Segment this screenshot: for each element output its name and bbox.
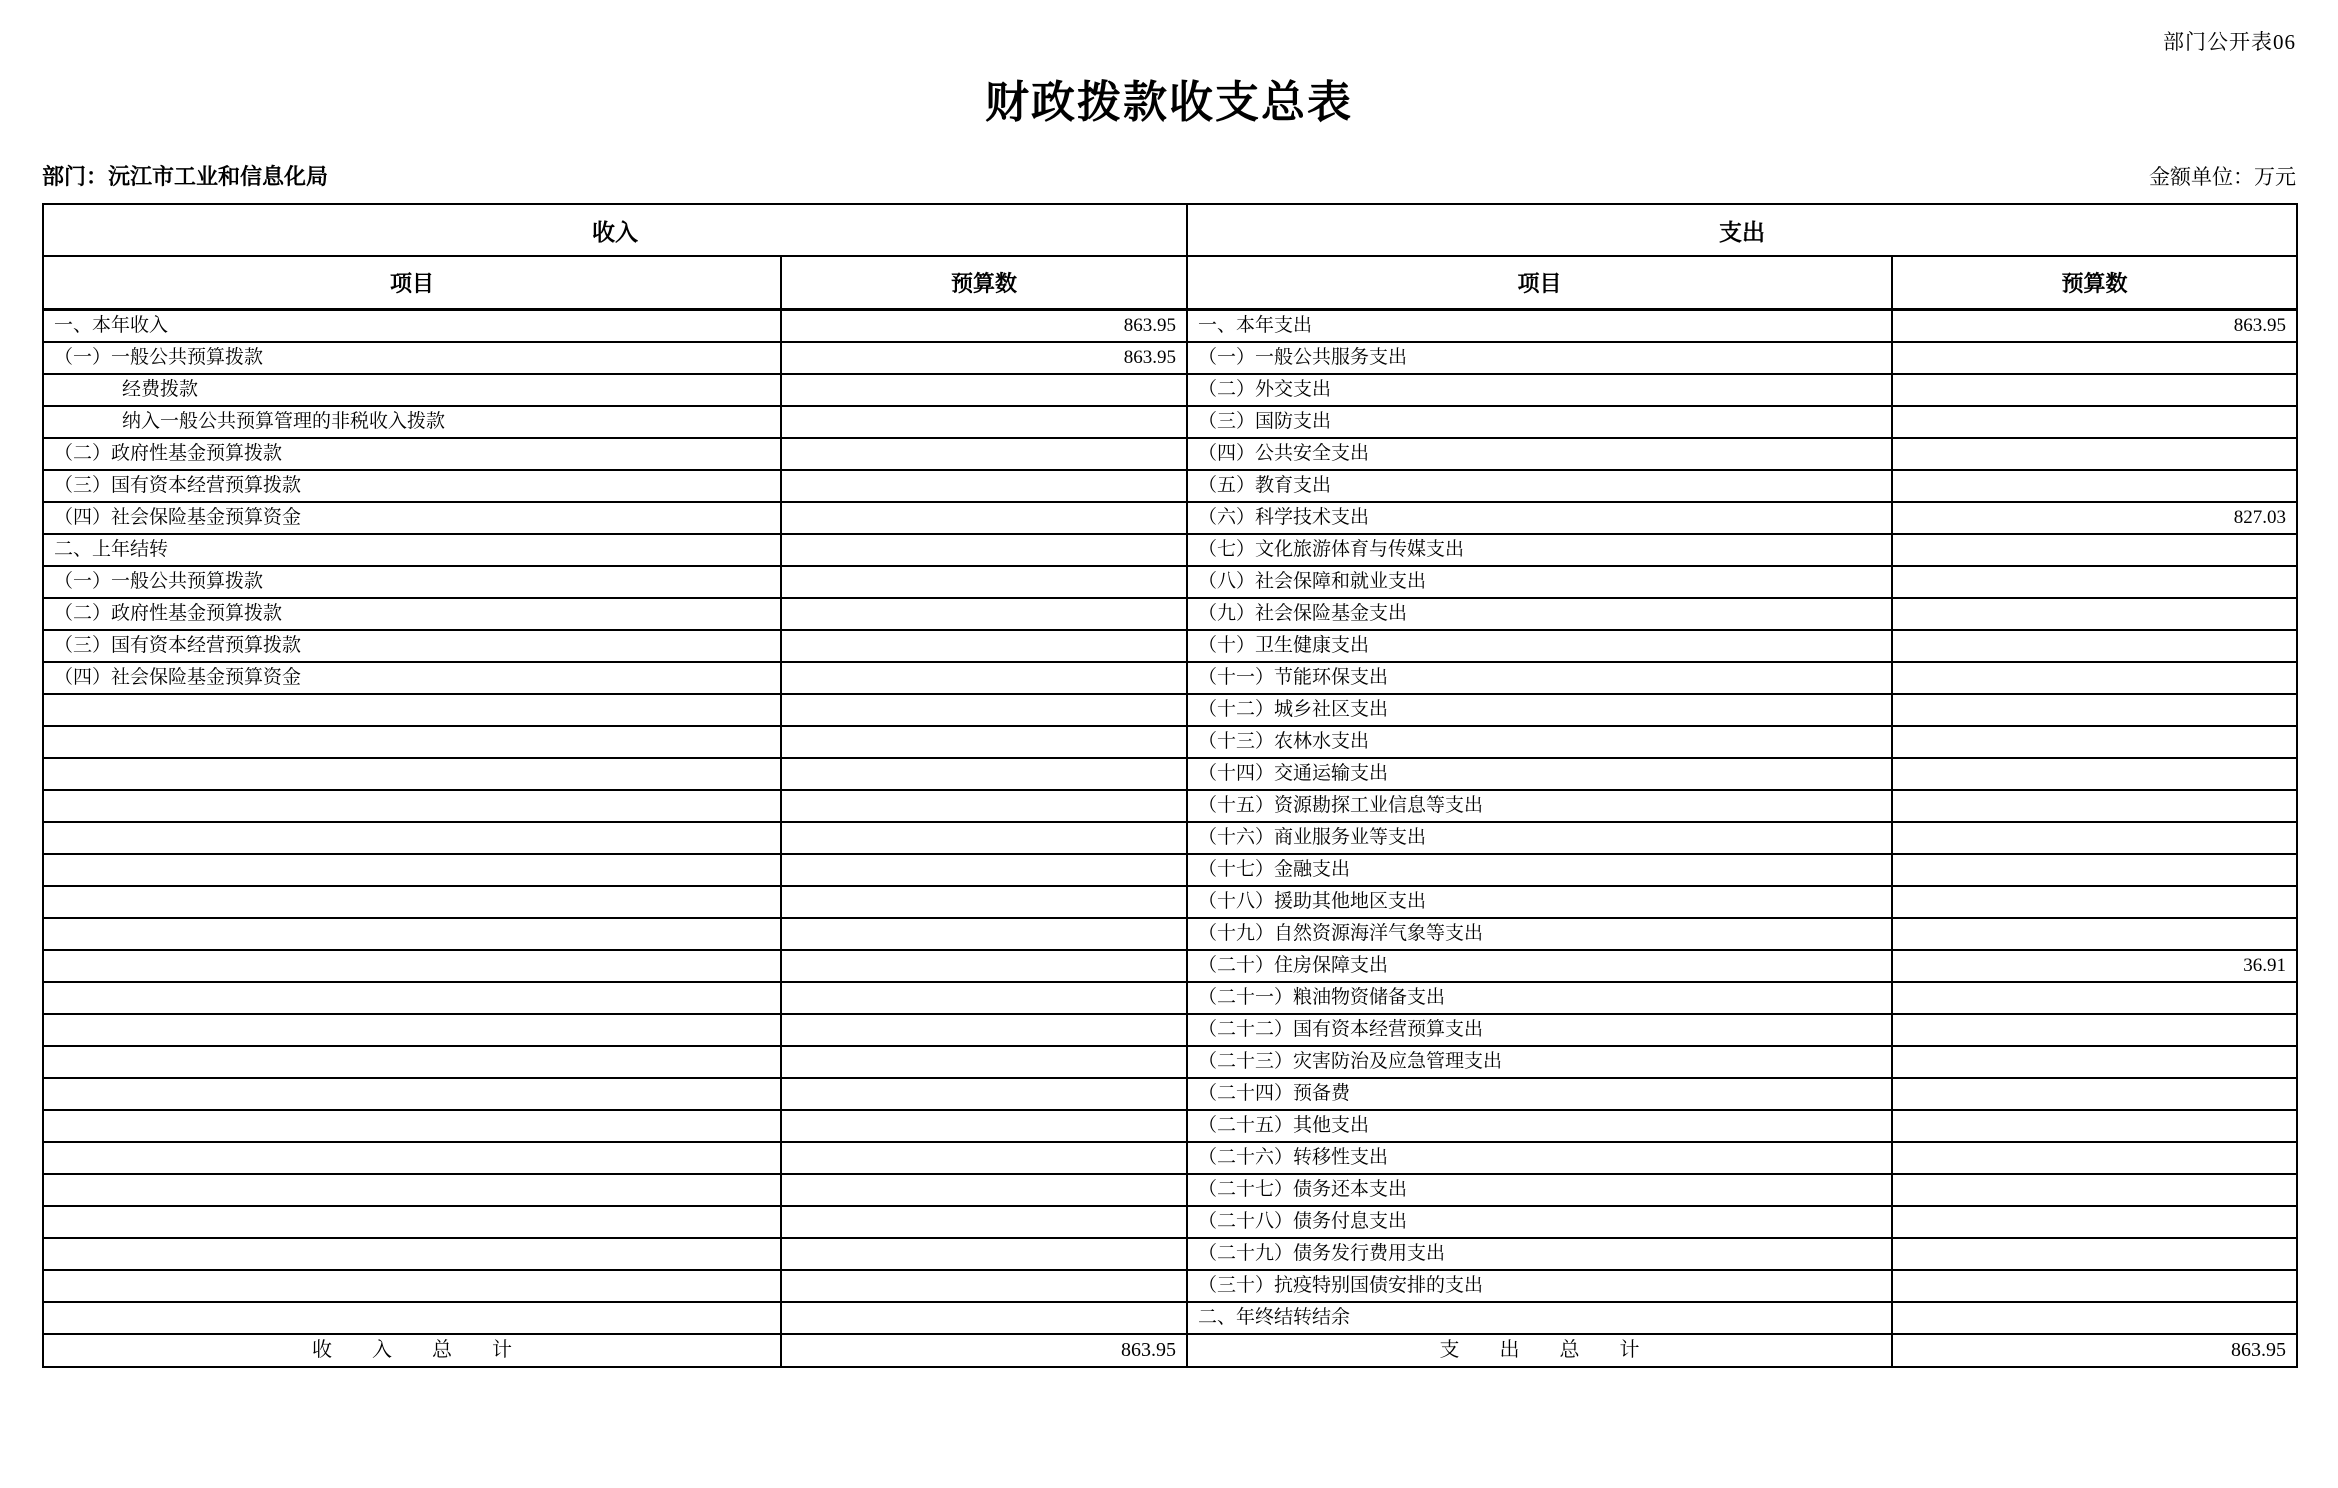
income-value-cell <box>781 1078 1187 1110</box>
expense-item-cell: （十三）农林水支出 <box>1187 726 1892 758</box>
table-footer <box>43 1334 2297 1367</box>
expense-item-cell: （十八）援助其他地区支出 <box>1187 886 1892 918</box>
budget-table <box>42 203 2298 1368</box>
income-item-cell <box>43 854 781 886</box>
expense-item-cell: （二十六）转移性支出 <box>1187 1142 1892 1174</box>
income-item-cell <box>43 886 781 918</box>
expense-value-cell: 36.91 <box>1892 950 2297 982</box>
expense-item-cell: （十七）金融支出 <box>1187 854 1892 886</box>
income-value-cell <box>781 854 1187 886</box>
income-value-cell <box>781 886 1187 918</box>
expense-value-cell <box>1892 342 2297 374</box>
table-row <box>43 1046 2297 1078</box>
table-row <box>43 982 2297 1014</box>
expense-item-cell: （十九）自然资源海洋气象等支出 <box>1187 918 1892 950</box>
expense-section-header: 支出 <box>1187 204 2297 256</box>
income-item-cell <box>43 694 781 726</box>
table-row <box>43 598 2297 630</box>
expense-value-cell: 827.03 <box>1892 502 2297 534</box>
income-value-cell <box>781 918 1187 950</box>
income-value-cell <box>781 630 1187 662</box>
expense-item-cell: （七）文化旅游体育与传媒支出 <box>1187 534 1892 566</box>
expense-total-value: 863.95 <box>1892 1334 2297 1367</box>
expense-value-cell <box>1892 886 2297 918</box>
table-row <box>43 406 2297 438</box>
income-item-cell <box>43 1238 781 1270</box>
expense-item-cell: （十）卫生健康支出 <box>1187 630 1892 662</box>
income-value-cell <box>781 1110 1187 1142</box>
expense-value-cell <box>1892 790 2297 822</box>
table-row <box>43 854 2297 886</box>
expense-value-cell <box>1892 374 2297 406</box>
table-row <box>43 822 2297 854</box>
income-item-cell <box>43 1302 781 1334</box>
income-value-cell <box>781 534 1187 566</box>
table-row <box>43 342 2297 374</box>
income-item-cell: 二、上年结转 <box>43 534 781 566</box>
income-item-cell <box>43 1142 781 1174</box>
table-header <box>43 204 2297 309</box>
table-row <box>43 1302 2297 1334</box>
expense-item-cell: （二十九）债务发行费用支出 <box>1187 1238 1892 1270</box>
income-value-cell <box>781 822 1187 854</box>
income-item-cell <box>43 1110 781 1142</box>
income-item-cell <box>43 1206 781 1238</box>
table-row <box>43 470 2297 502</box>
income-value-cell <box>781 374 1187 406</box>
income-value-cell <box>781 662 1187 694</box>
income-item-cell: （三）国有资本经营预算拨款 <box>43 470 781 502</box>
expense-item-cell: （十六）商业服务业等支出 <box>1187 822 1892 854</box>
table-row <box>43 1110 2297 1142</box>
income-value-cell <box>781 694 1187 726</box>
income-value-cell <box>781 1238 1187 1270</box>
income-value-cell <box>781 566 1187 598</box>
expense-value-cell <box>1892 1238 2297 1270</box>
income-value-cell <box>781 982 1187 1014</box>
page-title: 财政拨款收支总表 <box>985 78 1353 127</box>
income-item-cell: （一）一般公共预算拨款 <box>43 566 781 598</box>
expense-item-cell: （二十五）其他支出 <box>1187 1110 1892 1142</box>
table-row <box>43 1206 2297 1238</box>
table-row <box>43 694 2297 726</box>
income-value-cell <box>781 438 1187 470</box>
income-item-cell: （三）国有资本经营预算拨款 <box>43 630 781 662</box>
table-row <box>43 438 2297 470</box>
column-header-row <box>43 256 2297 309</box>
income-value-cell <box>781 950 1187 982</box>
income-item-cell: （四）社会保险基金预算资金 <box>43 502 781 534</box>
expense-item-cell: （三）国防支出 <box>1187 406 1892 438</box>
expense-value-cell <box>1892 566 2297 598</box>
expense-item-cell: 二、年终结转结余 <box>1187 1302 1892 1334</box>
expense-item-cell: （五）教育支出 <box>1187 470 1892 502</box>
expense-item-cell: （六）科学技术支出 <box>1187 502 1892 534</box>
expense-item-cell: （十一）节能环保支出 <box>1187 662 1892 694</box>
expense-value-cell <box>1892 438 2297 470</box>
expense-value-cell: 863.95 <box>1892 309 2297 342</box>
document-page <box>42 0 2296 1368</box>
expense-value-cell <box>1892 982 2297 1014</box>
expense-value-cell <box>1892 822 2297 854</box>
total-row <box>43 1334 2297 1367</box>
expense-item-cell: （四）公共安全支出 <box>1187 438 1892 470</box>
income-value-cell <box>781 1142 1187 1174</box>
unit-label: 金额单位：万元 <box>2149 165 2296 189</box>
expense-value-cell <box>1892 470 2297 502</box>
expense-value-cell <box>1892 406 2297 438</box>
expense-value-cell <box>1892 726 2297 758</box>
income-value-cell <box>781 1206 1187 1238</box>
income-budget-column-header: 预算数 <box>781 256 1187 309</box>
expense-item-cell: （二十七）债务还本支出 <box>1187 1174 1892 1206</box>
table-row <box>43 566 2297 598</box>
expense-value-cell <box>1892 1142 2297 1174</box>
income-value-cell <box>781 790 1187 822</box>
income-item-cell <box>43 1014 781 1046</box>
expense-item-cell: （二十四）预备费 <box>1187 1078 1892 1110</box>
table-row <box>43 726 2297 758</box>
income-item-cell <box>43 918 781 950</box>
table-row <box>43 1270 2297 1302</box>
income-value-cell <box>781 726 1187 758</box>
table-row <box>43 534 2297 566</box>
table-row <box>43 1238 2297 1270</box>
expense-value-cell <box>1892 1206 2297 1238</box>
income-item-cell: 经费拨款 <box>43 374 781 406</box>
expense-item-cell: （二十）住房保障支出 <box>1187 950 1892 982</box>
table-body <box>43 309 2297 1334</box>
table-row <box>43 918 2297 950</box>
department-label: 部门：沅江市工业和信息化局 <box>42 164 329 189</box>
expense-item-cell: （十五）资源勘探工业信息等支出 <box>1187 790 1892 822</box>
table-row <box>43 886 2297 918</box>
expense-total-label: 支 出 总 计 <box>1187 1334 1892 1367</box>
expense-value-cell <box>1892 1110 2297 1142</box>
income-item-cell: （四）社会保险基金预算资金 <box>43 662 781 694</box>
income-item-cell: （二）政府性基金预算拨款 <box>43 438 781 470</box>
section-header-row <box>43 204 2297 256</box>
expense-value-cell <box>1892 1078 2297 1110</box>
income-item-cell <box>43 1046 781 1078</box>
table-row <box>43 374 2297 406</box>
expense-value-cell <box>1892 662 2297 694</box>
expense-item-cell: （二十八）债务付息支出 <box>1187 1206 1892 1238</box>
income-item-cell <box>43 726 781 758</box>
income-item-cell <box>43 950 781 982</box>
expense-item-cell: （一）一般公共服务支出 <box>1187 342 1892 374</box>
income-value-cell <box>781 598 1187 630</box>
table-row <box>43 790 2297 822</box>
income-value-cell <box>781 406 1187 438</box>
table-row <box>43 662 2297 694</box>
income-item-cell <box>43 982 781 1014</box>
income-value-cell: 863.95 <box>781 342 1187 374</box>
expense-item-column-header: 项目 <box>1187 256 1892 309</box>
expense-item-cell: 一、本年支出 <box>1187 309 1892 342</box>
expense-value-cell <box>1892 918 2297 950</box>
income-value-cell <box>781 1046 1187 1078</box>
expense-value-cell <box>1892 758 2297 790</box>
table-row <box>43 1142 2297 1174</box>
income-item-cell <box>43 822 781 854</box>
expense-value-cell <box>1892 694 2297 726</box>
table-row <box>43 502 2297 534</box>
expense-item-cell: （八）社会保障和就业支出 <box>1187 566 1892 598</box>
income-value-cell <box>781 470 1187 502</box>
expense-value-cell <box>1892 534 2297 566</box>
expense-value-cell <box>1892 1302 2297 1334</box>
meta-row <box>42 160 2296 191</box>
expense-item-cell: （二十一）粮油物资储备支出 <box>1187 982 1892 1014</box>
income-value-cell <box>781 1014 1187 1046</box>
form-number-label: 部门公开表06 <box>2163 30 2296 54</box>
income-value-cell <box>781 502 1187 534</box>
income-value-cell <box>781 1270 1187 1302</box>
table-row <box>43 758 2297 790</box>
table-row <box>43 309 2297 342</box>
income-item-cell <box>43 790 781 822</box>
income-value-cell: 863.95 <box>781 309 1187 342</box>
income-item-cell <box>43 1270 781 1302</box>
table-row <box>43 1078 2297 1110</box>
income-value-cell <box>781 758 1187 790</box>
income-total-label: 收 入 总 计 <box>43 1334 781 1367</box>
income-item-column-header: 项目 <box>43 256 781 309</box>
income-item-cell: 一、本年收入 <box>43 309 781 342</box>
expense-item-cell: （二十三）灾害防治及应急管理支出 <box>1187 1046 1892 1078</box>
expense-value-cell <box>1892 1174 2297 1206</box>
expense-item-cell: （二十二）国有资本经营预算支出 <box>1187 1014 1892 1046</box>
income-item-cell <box>43 758 781 790</box>
income-value-cell <box>781 1174 1187 1206</box>
income-item-cell <box>43 1174 781 1206</box>
expense-value-cell <box>1892 598 2297 630</box>
expense-value-cell <box>1892 1270 2297 1302</box>
table-row <box>43 630 2297 662</box>
income-value-cell <box>781 1302 1187 1334</box>
expense-item-cell: （十二）城乡社区支出 <box>1187 694 1892 726</box>
income-section-header: 收入 <box>43 204 1187 256</box>
income-item-cell: （二）政府性基金预算拨款 <box>43 598 781 630</box>
expense-value-cell <box>1892 630 2297 662</box>
expense-value-cell <box>1892 1046 2297 1078</box>
expense-value-cell <box>1892 854 2297 886</box>
expense-item-cell: （三十）抗疫特别国债安排的支出 <box>1187 1270 1892 1302</box>
expense-item-cell: （二）外交支出 <box>1187 374 1892 406</box>
table-row <box>43 1174 2297 1206</box>
income-item-cell: （一）一般公共预算拨款 <box>43 342 781 374</box>
expense-budget-column-header: 预算数 <box>1892 256 2297 309</box>
expense-item-cell: （十四）交通运输支出 <box>1187 758 1892 790</box>
expense-value-cell <box>1892 1014 2297 1046</box>
table-row <box>43 1014 2297 1046</box>
table-row <box>43 950 2297 982</box>
expense-item-cell: （九）社会保险基金支出 <box>1187 598 1892 630</box>
income-total-value: 863.95 <box>781 1334 1187 1367</box>
income-item-cell <box>43 1078 781 1110</box>
income-item-cell: 纳入一般公共预算管理的非税收入拨款 <box>43 406 781 438</box>
